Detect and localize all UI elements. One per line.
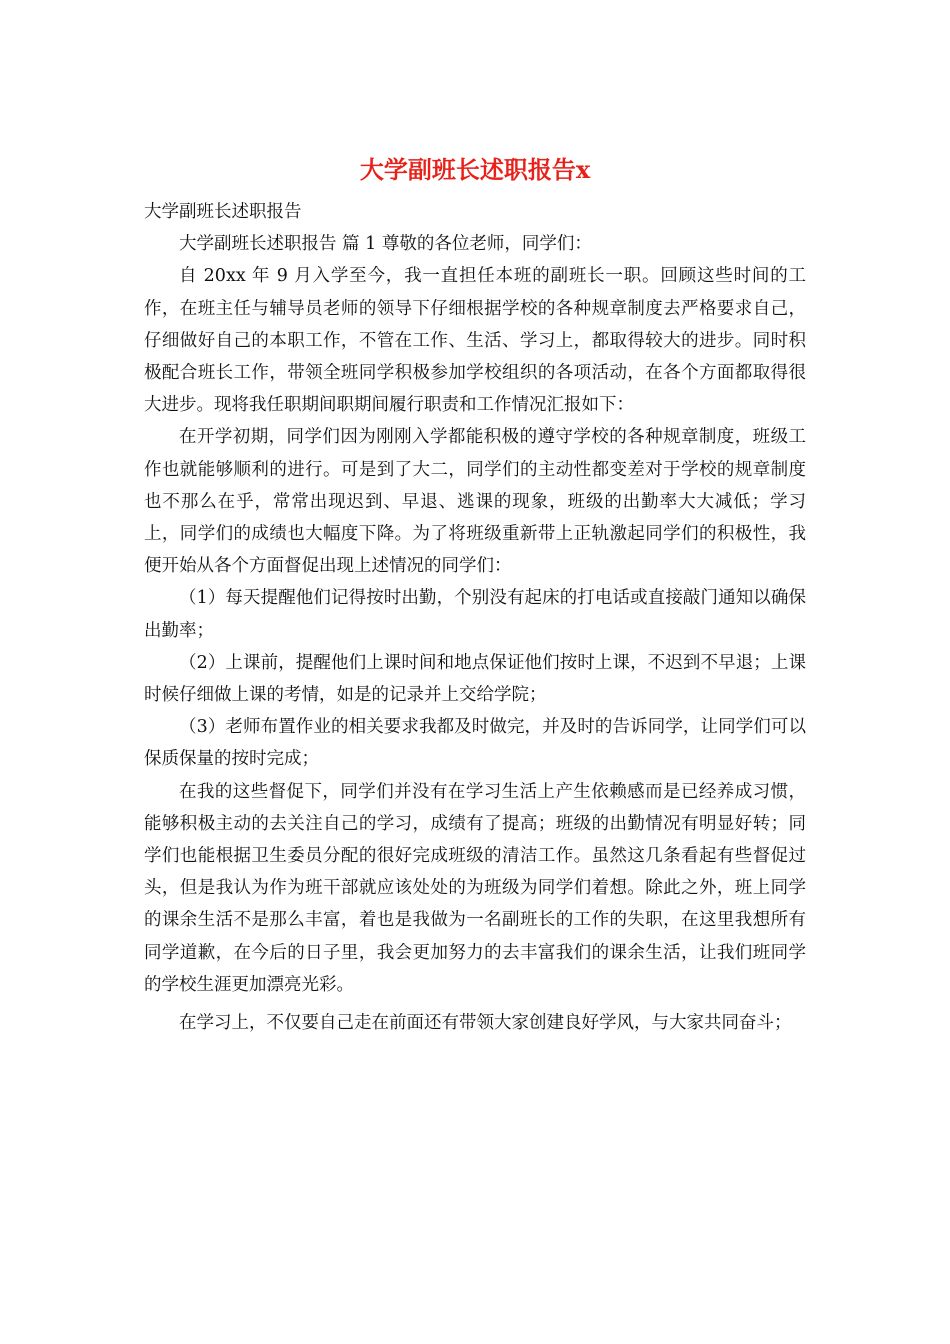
paragraph-greeting: 大学副班长述职报告 篇 1 尊敬的各位老师，同学们：	[179, 234, 592, 255]
document-title: 大学副班长述职报告x	[359, 155, 591, 184]
paragraph-results: 在我的这些督促下，同学们并没有在学习生活上产生依赖感而是已经养成习惯，能够积极主动的去关注自己的学习，成绩有了提高；班级的出勤情况有明显好转；同学们也能根据卫生委员分配的很好完成班级的清洁工作。虽然这几条看起有些督促过头，但是我认为作为班干部就应该处处的为班级为同学们着想。除此之外，班上同学的课余生活不是那么丰富，着也是我做为一名副班长的工作的失职，在这里我想所有同学道歉，在今后的日子里，我会更加努力的去丰富我们的课余生活，让我们班同学的学校生涯更加漂亮光彩。	[144, 781, 806, 995]
paragraph-situation: 在开学初期，同学们因为刚刚入学都能积极的遵守学校的各种规章制度，班级工作也就能够顺利的进行。可是到了大二，同学们的主动性都变差对于学校的规章制度也不那么在乎，常常出现迟到、早退、逃课的现象，班级的出勤率大大减低；学习上，同学们的成绩也大幅度下降。为了将班级重新带上正轨激起同学们的积极性，我便开始从各个方面督促出现上述情况的同学们：	[144, 427, 806, 577]
list-item-3: （3）老师布置作业的相关要求我都及时做完，并及时的告诉同学，让同学们可以保质保量的按时完成；	[144, 717, 806, 770]
list-item-1: （1）每天提醒他们记得按时出勤，个别没有起床的打电话或直接敲门通知以确保出勤率；	[144, 588, 806, 641]
paragraph-study: 在学习上，不仅要自己走在前面还有带领大家创建良好学风，与大家共同奋斗；	[179, 1013, 792, 1034]
document-body	[144, 196, 806, 1039]
document-subtitle: 大学副班长述职报告	[144, 202, 302, 222]
paragraph-intro: 自 20xx 年 9 月入学至今，我一直担任本班的副班长一职。回顾这些时间的工作，在班主任与辅导员老师的领导下仔细根据学校的各种规章制度去严格要求自己，仔细做好自己的本职工作，不管在工作、生活、学习上，都取得较大的进步。同时积极配合班长工作，带领全班同学积极参加学校组织的各项活动，在各个方面都取得很大进步。现将我任职期间职期间履行职责和工作情况汇报如下：	[144, 266, 806, 416]
list-item-2: （2）上课前，提醒他们上课时间和地点保证他们按时上课，不迟到不早退；上课时候仔细做上课的考情，如是的记录并上交给学院；	[144, 652, 806, 706]
